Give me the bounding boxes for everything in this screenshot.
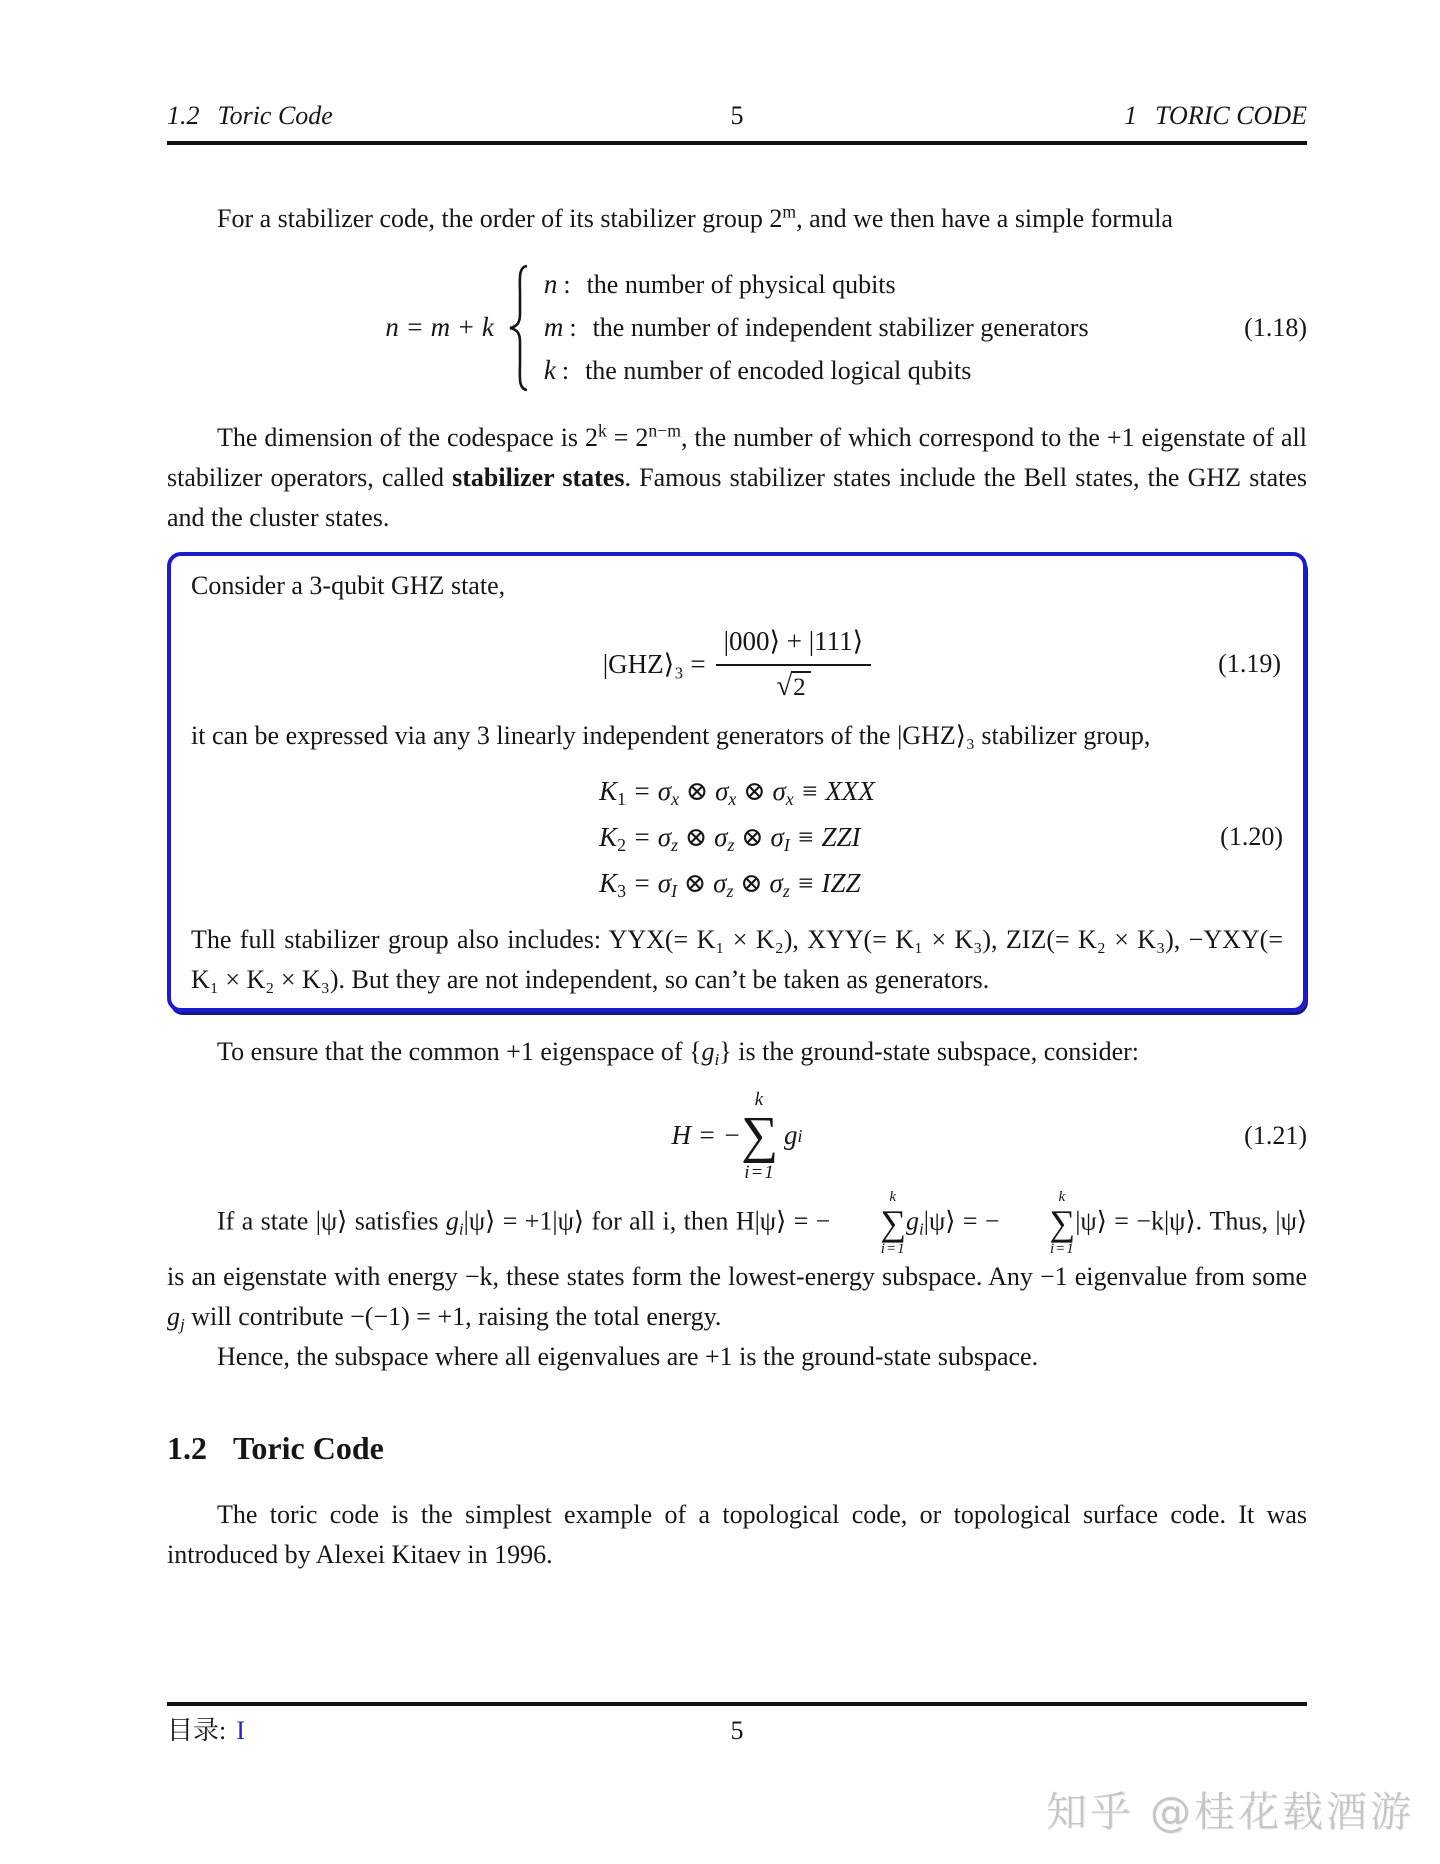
math-sub: i	[919, 1219, 924, 1239]
case-description: the number of physical qubits	[586, 270, 896, 299]
text-run: The dimension of the codespace is	[217, 423, 585, 452]
text-run: } is the ground-state subspace, consider:	[719, 1037, 1140, 1066]
case-row	[544, 263, 1089, 306]
math-sub: i	[714, 1049, 720, 1069]
math-run: ≡ IZZ	[789, 868, 861, 898]
cases-list	[544, 263, 1089, 392]
math-exponent: m	[782, 201, 797, 222]
equation-number: (1.20)	[1220, 822, 1283, 851]
text-run: will contribute −(−1) = +1, raising the total energy.	[184, 1301, 722, 1331]
text-run: , the number of which correspond to the +1 eigenstate of all stabilizer operators, called	[167, 423, 1307, 492]
math-base: 2	[769, 204, 783, 233]
math-sub: 1	[617, 788, 627, 809]
math-sub: x	[785, 788, 794, 809]
equation-lhs: |GHZ⟩₃ =	[602, 648, 706, 679]
sum-upper-limit: k	[1058, 1188, 1067, 1205]
section-heading-toric-code	[167, 1427, 1307, 1469]
summation	[741, 1090, 778, 1182]
equation-lhs: n = m + k	[385, 312, 494, 342]
toc-label: 目录:	[167, 1716, 227, 1745]
bold-term-stabilizer-states: stabilizer states	[452, 463, 625, 492]
sqrt-symbol: √	[776, 670, 793, 702]
header-chapter-title: TORIC CODE	[1155, 101, 1307, 130]
case-variable: n	[543, 269, 558, 299]
case-colon: :	[569, 313, 577, 342]
header-section-title: Toric Code	[217, 101, 333, 130]
text-run: To ensure that the common +1 eigenspace of {	[217, 1037, 702, 1066]
math-run: ⊗ σ	[733, 868, 783, 898]
header-chapter	[744, 102, 1308, 130]
fraction-numerator: |000⟩ + |111⟩	[716, 626, 872, 666]
case-colon: :	[563, 270, 571, 299]
math-sub: z	[727, 834, 735, 855]
paragraph-toric-intro: The toric code is the simplest example of a topological code, or topological surface code. It was introduced by Alexei Kitaev in 1996.	[167, 1500, 1307, 1570]
math-g: g	[445, 1206, 459, 1236]
fraction-denominator	[776, 666, 810, 702]
case-description: the number of independent stabilizer generators	[592, 313, 1089, 342]
header-rule	[167, 141, 1307, 145]
math-sub: i	[458, 1219, 464, 1239]
sum-upper-limit: k	[754, 1089, 765, 1110]
math-sub: z	[782, 880, 790, 901]
math-run: K	[599, 776, 618, 806]
example-box-ghz	[167, 552, 1307, 1012]
math-exponent: n−m	[648, 420, 681, 441]
toc-link[interactable]: I	[236, 1716, 245, 1745]
math-g: g	[167, 1301, 180, 1331]
math-g: g	[906, 1206, 920, 1236]
math-sub: z	[726, 880, 734, 901]
case-description: the number of encoded logical qubits	[585, 356, 972, 385]
equation-number: (1.19)	[1218, 649, 1281, 678]
section-number: 1.2	[167, 1429, 207, 1466]
fraction	[716, 626, 872, 702]
math-sub: 2	[617, 834, 627, 855]
math-run: ⊗ σ	[678, 822, 728, 852]
box-outro: The full stabilizer group also includes: YYX(= K₁ × K₂), XYY(= K₁ × K₃), ZIZ(= K₂ × K₃), −YXY(= K₁ × K₂ × K₃). But they are not independent, so can’t be taken as generators.	[191, 925, 1283, 994]
math-sub: z	[671, 834, 678, 855]
math-run: = σ	[626, 822, 672, 852]
paragraph-eigenspace	[167, 1032, 1307, 1072]
math-sub: I	[671, 880, 677, 901]
math-g: g	[784, 1120, 798, 1151]
math-base: 2	[635, 423, 649, 452]
equation-1-18	[167, 263, 1307, 392]
text-run: =	[606, 423, 636, 452]
case-variable: m	[543, 312, 564, 342]
sum-lower-limit: i=1	[880, 1240, 906, 1257]
paragraph-stabilizer-order	[167, 199, 1307, 239]
sum-lower-limit: i=1	[744, 1161, 775, 1183]
equation-1-19	[191, 622, 1283, 706]
math-sub: 3	[617, 880, 627, 901]
paragraph-hence: Hence, the subspace where all eigenvalues are +1 is the ground-state subspace.	[217, 1341, 1039, 1371]
header-chapter-number: 1	[1124, 101, 1138, 130]
text-run: If a state |ψ⟩ satisfies	[217, 1206, 446, 1236]
math-exponent: k	[598, 420, 607, 441]
math-run: ≡ XXX	[793, 776, 875, 806]
case-row	[544, 349, 1089, 392]
text-run: |ψ⟩ = −k|ψ⟩. Thus, |ψ⟩ is an eigenstate with energy −k, these states form the lowest-energy subspace. Any −1 eigenvalue from some	[167, 1206, 1308, 1291]
math-run: K	[599, 868, 618, 898]
summation	[1000, 1190, 1076, 1257]
generator-rows	[599, 768, 875, 906]
math-run: K	[599, 822, 618, 852]
equation-1-20	[191, 768, 1283, 906]
paragraph-codespace-dimension	[167, 418, 1307, 538]
math-run: ⊗ σ	[734, 822, 784, 852]
math-run: ⊗ σ	[678, 776, 729, 806]
page-header	[167, 0, 1307, 130]
header-section-number: 1.2	[167, 101, 200, 130]
footer-rule	[167, 1702, 1307, 1706]
math-sub: I	[783, 834, 790, 855]
equation-lhs: H = −	[671, 1120, 741, 1151]
math-sub: x	[728, 788, 737, 809]
sum-upper-limit: k	[889, 1188, 898, 1205]
math-run: ⊗ σ	[677, 868, 727, 898]
math-g: g	[701, 1037, 715, 1066]
math-run: = σ	[626, 776, 672, 806]
header-section	[167, 102, 731, 130]
math-sub: j	[180, 1314, 185, 1334]
sqrt-argument: 2	[791, 671, 811, 702]
box-intro: Consider a 3-qubit GHZ state,	[191, 571, 506, 600]
box-middle-text: it can be expressed via any 3 linearly independent generators of the |GHZ⟩₃ stabilizer group,	[191, 721, 1151, 750]
cases-brace	[506, 264, 530, 392]
generator-row	[599, 860, 860, 906]
footer-page-number: 5	[730, 1716, 744, 1745]
case-variable: k	[543, 355, 556, 385]
summation	[830, 1190, 906, 1257]
case-colon: :	[561, 356, 570, 385]
text-run: |ψ⟩ = −	[923, 1206, 1000, 1236]
math-sub: x	[671, 788, 679, 809]
page-footer	[167, 1714, 1307, 1748]
text-run: For a stabilizer code, the order of its stabilizer group	[217, 204, 770, 233]
sigma-symbol: ∑	[1049, 1202, 1076, 1243]
text-run: , and we then have a simple formula	[796, 204, 1173, 233]
generator-row	[599, 814, 860, 860]
sum-lower-limit: i=1	[1049, 1240, 1075, 1257]
math-run: ≡ ZZI	[789, 822, 861, 852]
equation-number: (1.18)	[1244, 312, 1307, 342]
equation-number: (1.21)	[1244, 1120, 1307, 1150]
text-run: |ψ⟩ = +1|ψ⟩ for all i, then H|ψ⟩ = −	[463, 1206, 831, 1236]
generator-row	[599, 768, 875, 814]
math-base: 2	[585, 423, 598, 452]
math-run: ⊗ σ	[736, 776, 786, 806]
text-run: . Famous stabilizer states include the Bell states, the GHZ states and the cluster states.	[167, 463, 1307, 532]
case-row	[544, 306, 1089, 349]
sigma-symbol: ∑	[740, 1107, 779, 1164]
sigma-symbol: ∑	[880, 1202, 907, 1243]
math-run: = σ	[626, 868, 672, 898]
paragraph-hamiltonian-eigenstate	[167, 1190, 1307, 1337]
section-title: Toric Code	[233, 1429, 384, 1466]
header-page-number: 5	[730, 101, 744, 130]
equation-1-21: H = − k ∑ i=1 g i (1.21)	[671, 1089, 1307, 1183]
zhihu-watermark: 知乎 @桂花载酒游	[1045, 1788, 1414, 1836]
